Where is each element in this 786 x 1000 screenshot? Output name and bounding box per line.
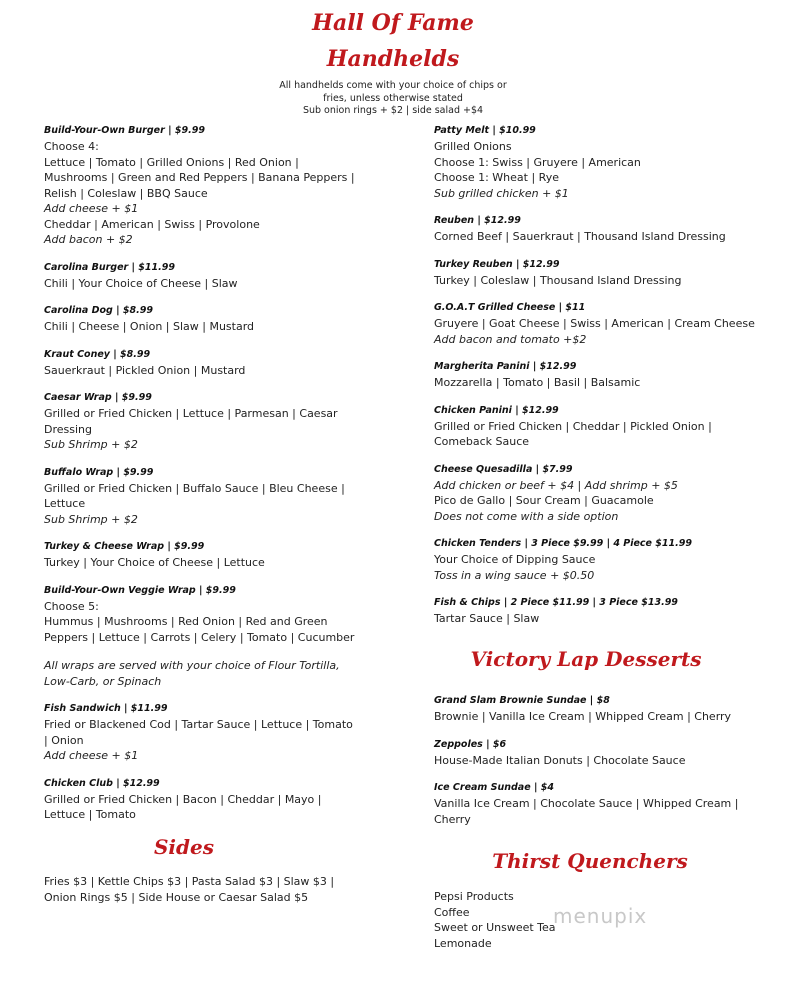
menu-item (44, 540, 374, 571)
menu-item-line: House-Made Italian Donuts | Chocolate Sauce (434, 753, 686, 767)
drink-item: Lemonade (434, 936, 492, 950)
menu-item-line: Choose 5: (44, 599, 99, 613)
menu-item (44, 702, 374, 764)
menu-item (44, 261, 374, 292)
menu-item-line: Low-Carb, or Spinach (44, 674, 162, 688)
right-handhelds-list (434, 124, 764, 627)
menu-item-name: Build-Your-Own Veggie Wrap | $9.99 (44, 584, 236, 596)
menu-item-line: Tartar Sauce | Slaw (434, 612, 540, 625)
menu-item-name: Caesar Wrap | $9.99 (44, 392, 152, 403)
menu-item-line: Brownie | Vanilla Ice Cream | Whipped Cream | Cherry (434, 710, 732, 723)
sides-list (44, 874, 374, 905)
menu-item (434, 537, 764, 583)
menu-item (44, 391, 374, 453)
menu-item-line: Gruyere | Goat Cheese | Swiss | American | Cream Cheese (434, 317, 755, 330)
menu-item-line: Add bacon and tomato +$2 (434, 332, 587, 346)
menu-item (434, 301, 764, 347)
menu-item-line: Chili | Your Choice of Cheese | Slaw (44, 276, 238, 290)
menu-item-line: Does not come with a side option (434, 509, 619, 523)
menu-item-line: Cherry (434, 812, 471, 826)
page-title: Hall Of Fame (312, 10, 474, 36)
menu-item (44, 658, 374, 689)
menu-item (44, 584, 374, 646)
menu-item-line: Comeback Sauce (434, 435, 530, 448)
menu-item-line: Sauerkraut | Pickled Onion | Mustard (44, 363, 246, 377)
menu-item-name: Margherita Panini | $12.99 (434, 361, 577, 372)
menu-item (434, 596, 764, 627)
menu-item-name: Fish Sandwich | $11.99 (44, 703, 168, 714)
menu-item-line: Toss in a wing sauce + $0.50 (434, 568, 595, 582)
menu-item-name: Fish & Chips | 2 Piece $11.99 | 3 Piece $13.99 (434, 597, 678, 608)
menu-item-line: Dressing (44, 422, 92, 436)
menu-item-line: Cheddar | American | Swiss | Provolone (44, 217, 260, 231)
handhelds-intro (0, 80, 786, 118)
menu-item-line: Add cheese + $1 (44, 202, 139, 215)
menu-item-line: Fried or Blackened Cod | Tartar Sauce | Lettuce | Tomato (44, 718, 353, 731)
menu-item-name: Ice Cream Sundae | $4 (434, 782, 554, 793)
menu-item-line: | Onion (44, 733, 84, 747)
menu-item-line: Grilled or Fried Chicken | Cheddar | Pickled Onion | (434, 419, 712, 433)
menu-item-name: Chicken Tenders | 3 Piece $9.99 | 4 Piece $11.99 (434, 538, 692, 549)
menu-item (44, 124, 374, 248)
menu-item-line: Turkey | Your Choice of Cheese | Lettuce (44, 556, 265, 569)
menu-item-name: Cheese Quesadilla | $7.99 (434, 463, 573, 475)
menu-item (434, 404, 764, 450)
menu-item-line: Add chicken or beef + $4 | Add shrimp + $5 (434, 478, 678, 492)
menu-item-line: Choose 1: Wheat | Rye (434, 171, 559, 184)
menu-item-line: Sub grilled chicken + $1 (434, 186, 569, 200)
menu-item (434, 258, 764, 289)
menu-item-line: Relish | Coleslaw | BBQ Sauce (44, 186, 208, 200)
menu-item-line: Mozzarella | Tomato | Basil | Balsamic (434, 376, 641, 389)
menu-item-line: Lettuce | Tomato | Grilled Onions | Red Onion | (44, 155, 299, 169)
menu-item (44, 466, 374, 528)
menu-item-name: Grand Slam Brownie Sundae | $8 (434, 695, 610, 706)
menu-item-name: Patty Melt | $10.99 (434, 125, 536, 136)
section-title-desserts: Victory Lap Desserts (470, 647, 702, 671)
watermark: menupix (553, 904, 648, 928)
drink-item: Pepsi Products (434, 890, 514, 903)
menu-item-name: Chicken Panini | $12.99 (434, 404, 559, 416)
menu-item-line: Mushrooms | Green and Red Peppers | Banana Peppers | (44, 171, 355, 184)
menu-item-line: Lettuce | Tomato (44, 808, 136, 821)
menu-item-line: Grilled or Fried Chicken | Bacon | Cheddar | Mayo | (44, 792, 322, 806)
section-title-drinks: Thirst Quenchers (492, 849, 688, 873)
menu-item-line: Pico de Gallo | Sour Cream | Guacamole (434, 494, 654, 507)
menu-item-line: Vanilla Ice Cream | Chocolate Sauce | Whipped Cream | (434, 797, 739, 810)
section-title-handhelds: Handhelds (326, 46, 460, 72)
menu-item-name: G.O.A.T Grilled Cheese | $11 (434, 302, 586, 313)
intro-line: All handhelds come with your choice of chips or (279, 80, 507, 91)
menu-item-line: Add cheese + $1 (44, 749, 139, 762)
menu-item (434, 124, 764, 201)
menu-item (434, 360, 764, 391)
menu-item-line: Grilled or Fried Chicken | Buffalo Sauce | Bleu Cheese | (44, 481, 345, 495)
menu-item-name: Kraut Coney | $8.99 (44, 348, 151, 360)
menu-item (44, 348, 374, 379)
menu-item-name: Turkey Reuben | $12.99 (434, 258, 560, 270)
left-menu-column (44, 124, 374, 836)
sides-line: Onion Rings $5 | Side House or Caesar Salad $5 (44, 890, 309, 904)
menu-item-line: Hummus | Mushrooms | Red Onion | Red and Green (44, 615, 328, 628)
drink-item: Coffee (434, 905, 470, 919)
menu-item-line: Lettuce (44, 497, 86, 510)
menu-item-name: Carolina Burger | $11.99 (44, 261, 175, 273)
menu-item-line: Choose 4: (44, 140, 99, 153)
menu-item (434, 214, 764, 245)
menu-item-name: Chicken Club | $12.99 (44, 777, 160, 789)
menu-item-line: Your Choice of Dipping Sauce (434, 553, 596, 566)
menu-item-name: Zeppoles | $6 (434, 738, 507, 750)
menu-item-line: Choose 1: Swiss | Gruyere | American (434, 155, 641, 169)
menu-item-line: Corned Beef | Sauerkraut | Thousand Island Dressing (434, 230, 726, 243)
section-title-sides: Sides (153, 835, 214, 859)
menu-item-name: Turkey & Cheese Wrap | $9.99 (44, 541, 205, 552)
menu-item-line: Turkey | Coleslaw | Thousand Island Dressing (434, 273, 682, 287)
menu-item-line: Sub Shrimp + $2 (44, 438, 138, 451)
menu-item-line: All wraps are served with your choice of Flour Tortilla, (44, 659, 340, 672)
menu-item (44, 777, 374, 823)
menu-item-line: Peppers | Lettuce | Carrots | Celery | Tomato | Cucumber (44, 630, 355, 644)
right-menu-column (434, 124, 764, 640)
menu-item-line: Grilled Onions (434, 140, 512, 153)
sides-line: Fries $3 | Kettle Chips $3 | Pasta Salad $3 | Slaw $3 | (44, 875, 335, 888)
menu-item-line: Grilled or Fried Chicken | Lettuce | Parmesan | Caesar (44, 407, 338, 420)
desserts-list (434, 694, 764, 840)
menu-item (434, 738, 764, 769)
menu-item (44, 304, 374, 335)
menu-item-name: Reuben | $12.99 (434, 215, 521, 226)
menu-item (434, 781, 764, 827)
intro-line: fries, unless otherwise stated (323, 92, 463, 104)
intro-line: Sub onion rings + $2 | side salad +$4 (302, 105, 484, 116)
menu-item-name: Build-Your-Own Burger | $9.99 (44, 125, 205, 136)
menu-item-name: Buffalo Wrap | $9.99 (44, 466, 154, 478)
menu-item (434, 463, 764, 525)
menu-item (434, 694, 764, 725)
menu-item-line: Chili | Cheese | Onion | Slaw | Mustard (44, 320, 255, 333)
drink-item: Sweet or Unsweet Tea (434, 921, 556, 934)
menu-item-line: Sub Shrimp + $2 (44, 512, 138, 526)
menu-item-name: Carolina Dog | $8.99 (44, 305, 153, 316)
menu-item-line: Add bacon + $2 (44, 233, 133, 246)
